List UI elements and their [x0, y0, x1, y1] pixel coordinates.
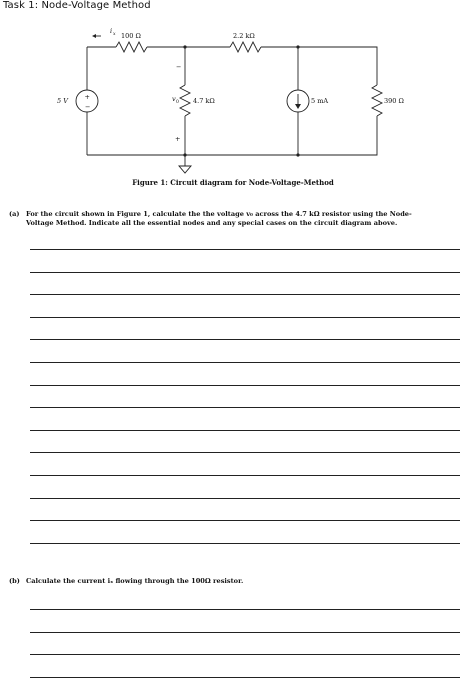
figure-caption: Figure 1: Circuit diagram for Node-Voltage-Method: [132, 178, 334, 187]
answer-line[interactable]: [30, 654, 460, 655]
vo-label: v: [172, 95, 176, 103]
answer-line[interactable]: [30, 317, 460, 318]
answer-line[interactable]: [30, 452, 460, 453]
answer-line[interactable]: [30, 407, 460, 408]
source-minus-label: −: [85, 103, 91, 111]
question-a-label: (a): [9, 210, 20, 218]
vo-minus-label: −: [176, 63, 182, 71]
vo-plus-label: +: [175, 135, 181, 143]
node-dot-3: [296, 153, 299, 156]
answer-line[interactable]: [30, 543, 460, 544]
answer-line[interactable]: [30, 632, 460, 633]
ix-subscript: x: [113, 32, 116, 37]
resistor-2-2k: [230, 42, 261, 52]
answer-line[interactable]: [30, 677, 460, 678]
source-voltage-label: 5 V: [57, 97, 68, 105]
answer-line[interactable]: [30, 609, 460, 610]
resistor-100-label: 100 Ω: [121, 32, 141, 40]
resistor-390-label: 390 Ω: [384, 97, 404, 105]
source-plus-label: +: [84, 93, 90, 101]
answer-line[interactable]: [30, 362, 460, 363]
answer-line[interactable]: [30, 430, 460, 431]
resistor-4-7k-label: 4.7 kΩ: [193, 97, 215, 105]
ix-label: i: [110, 27, 113, 35]
node-dot-2: [296, 45, 299, 48]
vo-subscript: 0: [176, 100, 179, 105]
answer-line[interactable]: [30, 249, 460, 250]
wire-right-down: [87, 116, 377, 155]
node-dot-4: [183, 153, 186, 156]
answer-line[interactable]: [30, 520, 460, 521]
resistor-2-2k-label: 2.2 kΩ: [233, 32, 255, 40]
answer-line[interactable]: [30, 385, 460, 386]
question-b-label: (b): [9, 577, 20, 585]
answer-line[interactable]: [30, 272, 460, 273]
question-a: [9, 210, 461, 228]
answer-line[interactable]: [30, 498, 460, 499]
resistor-4-7k: [180, 85, 190, 116]
current-source-label: 5 mA: [311, 97, 329, 105]
answer-line[interactable]: [30, 475, 460, 476]
question-b: [9, 577, 461, 586]
wire-top-right: [261, 47, 377, 85]
answer-line[interactable]: [30, 294, 460, 295]
node-dot-1: [183, 45, 186, 48]
task-title: Task 1: Node-Voltage Method: [3, 0, 151, 11]
question-b-text: Calculate the current iₓ flowing through the 100Ω resistor.: [26, 577, 244, 585]
question-a-line2: Voltage Method. Indicate all the essential nodes and any special cases on the circuit diagram above.: [26, 219, 398, 227]
circuit-diagram: [0, 0, 466, 180]
question-a-line1: For the circuit shown in Figure 1, calculate the the voltage v₀ across the 4.7 kΩ resistor using the Node-: [26, 210, 412, 218]
ground-icon: [179, 166, 191, 173]
resistor-390-ohm: [372, 85, 382, 116]
resistor-100-ohm: [116, 42, 147, 52]
answer-line[interactable]: [30, 339, 460, 340]
